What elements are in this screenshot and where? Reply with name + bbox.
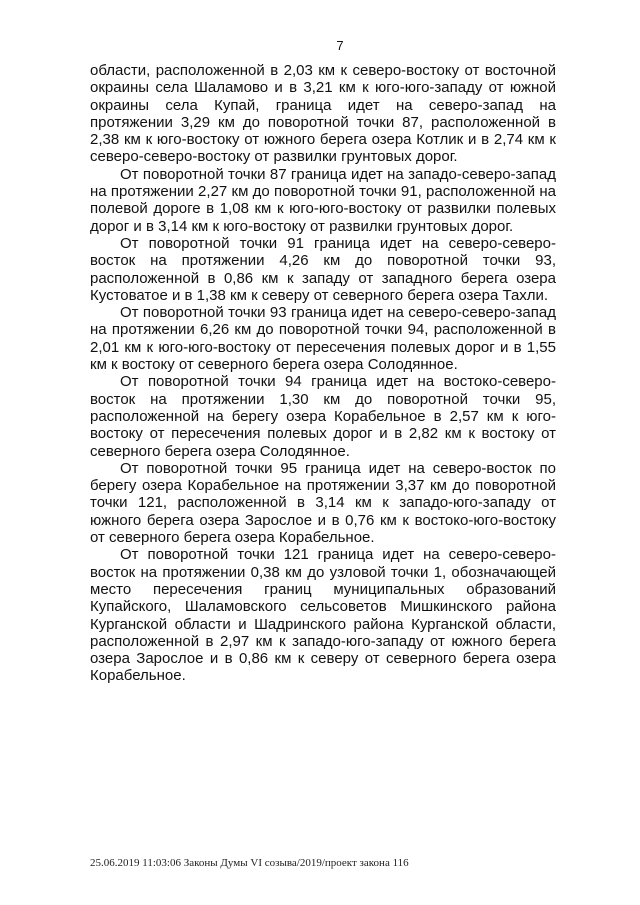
document-body	[90, 62, 556, 685]
paragraph-point-91: От поворотной точки 91 граница идет на северо-северо-восток на протяжении 4,26 км до поворотной точки 93, расположенной в 0,86 км к западу от западного берега озера Кустоватое и в 1,38 км к северу от северного берега озера Тахли.	[90, 234, 556, 304]
paragraph-point-94: От поворотной точки 94 граница идет на востоко-северо-восток на протяжении 1,30 км до поворотной точки 95, расположенной на берегу озера Корабельное в 2,57 км к юго-востоку от пересечения полевых дорог и в 2,82 км к востоку от северного берега озера Солодянное.	[90, 373, 556, 460]
paragraph-point-95: От поворотной точки 95 граница идет на северо-восток по берегу озера Корабельное на протяжении 3,37 км до поворотной точки 121, расположенной в 3,14 км к западо-юго-западу от южного берега озера Зарослое и в 0,76 км к востоко-юго-востоку от северного берега озера Корабельное.	[90, 459, 556, 547]
paragraph-continuation: области, расположенной в 2,03 км к северо-востоку от восточной окраины села Шаламово и в 3,21 км к юго-юго-западу от южной окраины села Купай, граница идет на северо-запад на протяжении 3,29 км до поворотной точки 87, расположенной в 2,38 км к юго-востоку от южного берега озера Котлик и в 2,74 км к северо-северо-востоку от развилки грунтовых дорог.	[90, 62, 556, 166]
paragraph-point-87: От поворотной точки 87 граница идет на западо-северо-запад на протяжении 2,27 км до поворотной точки 91, расположенной на полевой дороге в 1,08 км к юго-юго-востоку от развилки полевых дорог и в 3,14 км к юго-востоку от развилки грунтовых дорог.	[90, 165, 556, 235]
paragraph-point-121: От поворотной точки 121 граница идет на северо-северо-восток на протяжении 0,38 км до узловой точки 1, обозначающей место пересечения границ муниципальных образований Купайского, Шаламовского сельсоветов Мишкинского района Курганской области и Шадринского района Курганской области, расположенной в 2,97 км к западо-юго-западу от южного берега озера Зарослое и в 0,86 км к северу от северного берега озера Корабельное.	[90, 546, 556, 685]
page-number: 7	[336, 38, 344, 53]
paragraph-point-93: От поворотной точки 93 граница идет на северо-северо-запад на протяжении 6,26 км до поворотной точки 94, расположенной в 2,01 км к юго-юго-востоку от пересечения полевых дорог и в 1,55 км к востоку от северного берега озера Солодянное.	[90, 304, 556, 374]
document-footer: 25.06.2019 11:03:06 Законы Думы VI созыва/2019/проект закона 116	[90, 857, 409, 869]
